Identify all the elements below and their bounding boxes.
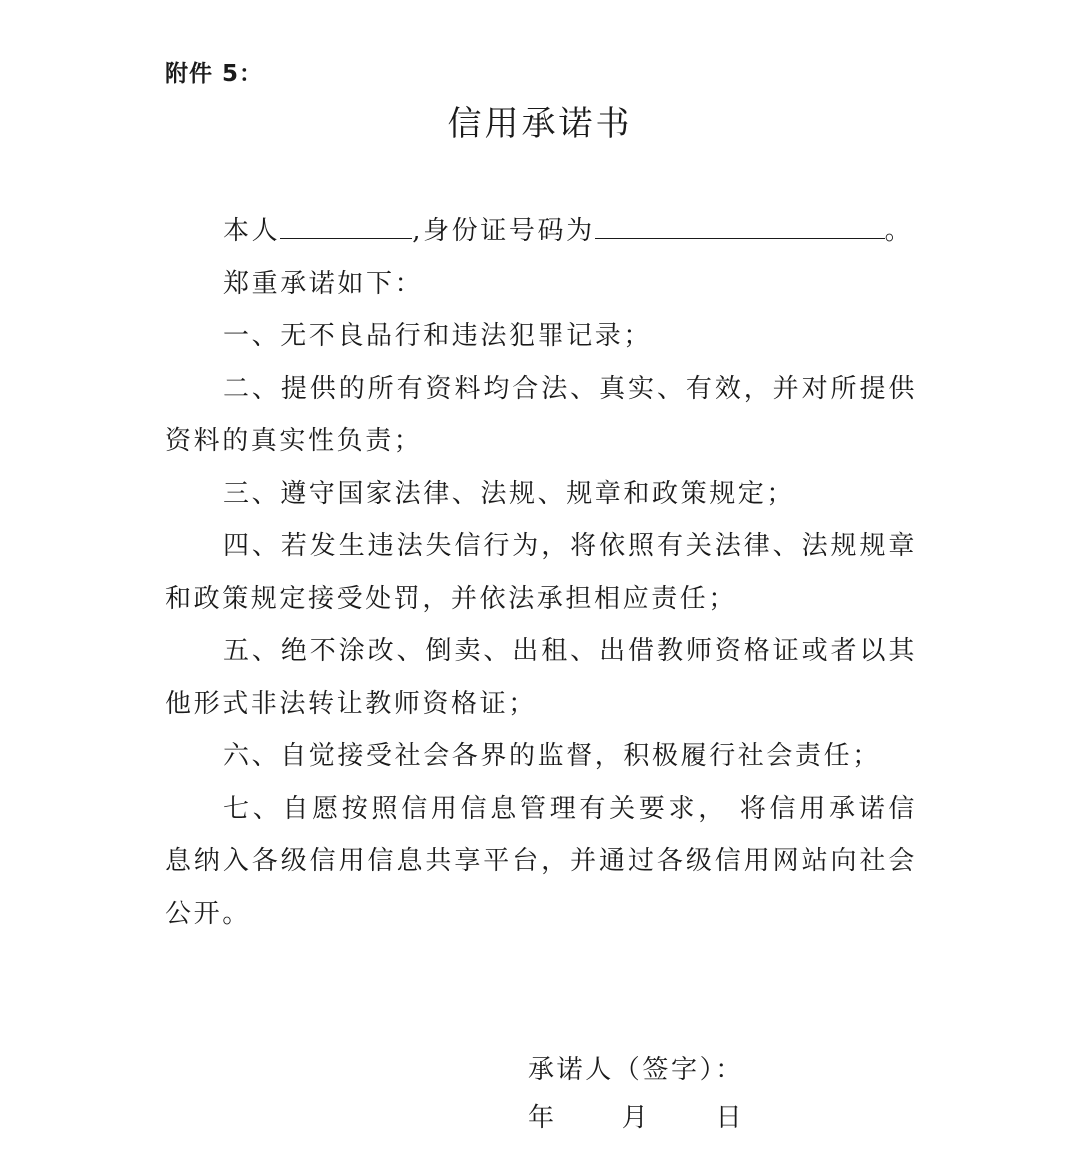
document-body [165, 205, 917, 940]
declare-paragraph: 郑重承诺如下： [223, 268, 424, 299]
commitment-item-6: 六、自觉接受社会各界的监督，积极履行社会责任； [223, 741, 881, 771]
signer-label: 承诺人（签字）： [528, 1055, 744, 1085]
commitment-item-3: 三、遵守国家法律、法规、规章和政策规定； [223, 478, 796, 509]
intro-middle: ,身份证号码为 [412, 216, 595, 246]
commitment-item-4: 四、若发生违法失信行为，将依照有关法律、法规规章和政策规定接受处罚，并依法承担相应责任； [165, 531, 917, 614]
intro-paragraph [165, 205, 917, 258]
commitment-item-2: 二、提供的所有资料均合法、真实、有效，并对所提供资料的真实性负责； [165, 373, 917, 456]
document-title: 信用承诺书 [447, 104, 633, 144]
date-line: 年 月 日 [528, 1103, 745, 1133]
signature-block [528, 1046, 744, 1142]
intro-suffix: 。 [884, 216, 914, 246]
id-number-blank [595, 208, 885, 239]
intro-prefix: 本人 [223, 216, 281, 246]
commitment-item-5: 五、绝不涂改、倒卖、出租、出借教师资格证或者以其他形式非法转让教师资格证； [165, 636, 917, 719]
commitment-item-7: 七、自愿按照信用信息管理有关要求， 将信用承诺信息纳入各级信用信息共享平台，并通过各级信用网站向社会公开。 [165, 793, 917, 929]
name-blank [280, 208, 412, 239]
attachment-label: 附件 5： [165, 61, 264, 87]
commitment-item-1: 一、无不良品行和违法犯罪记录； [223, 321, 653, 351]
